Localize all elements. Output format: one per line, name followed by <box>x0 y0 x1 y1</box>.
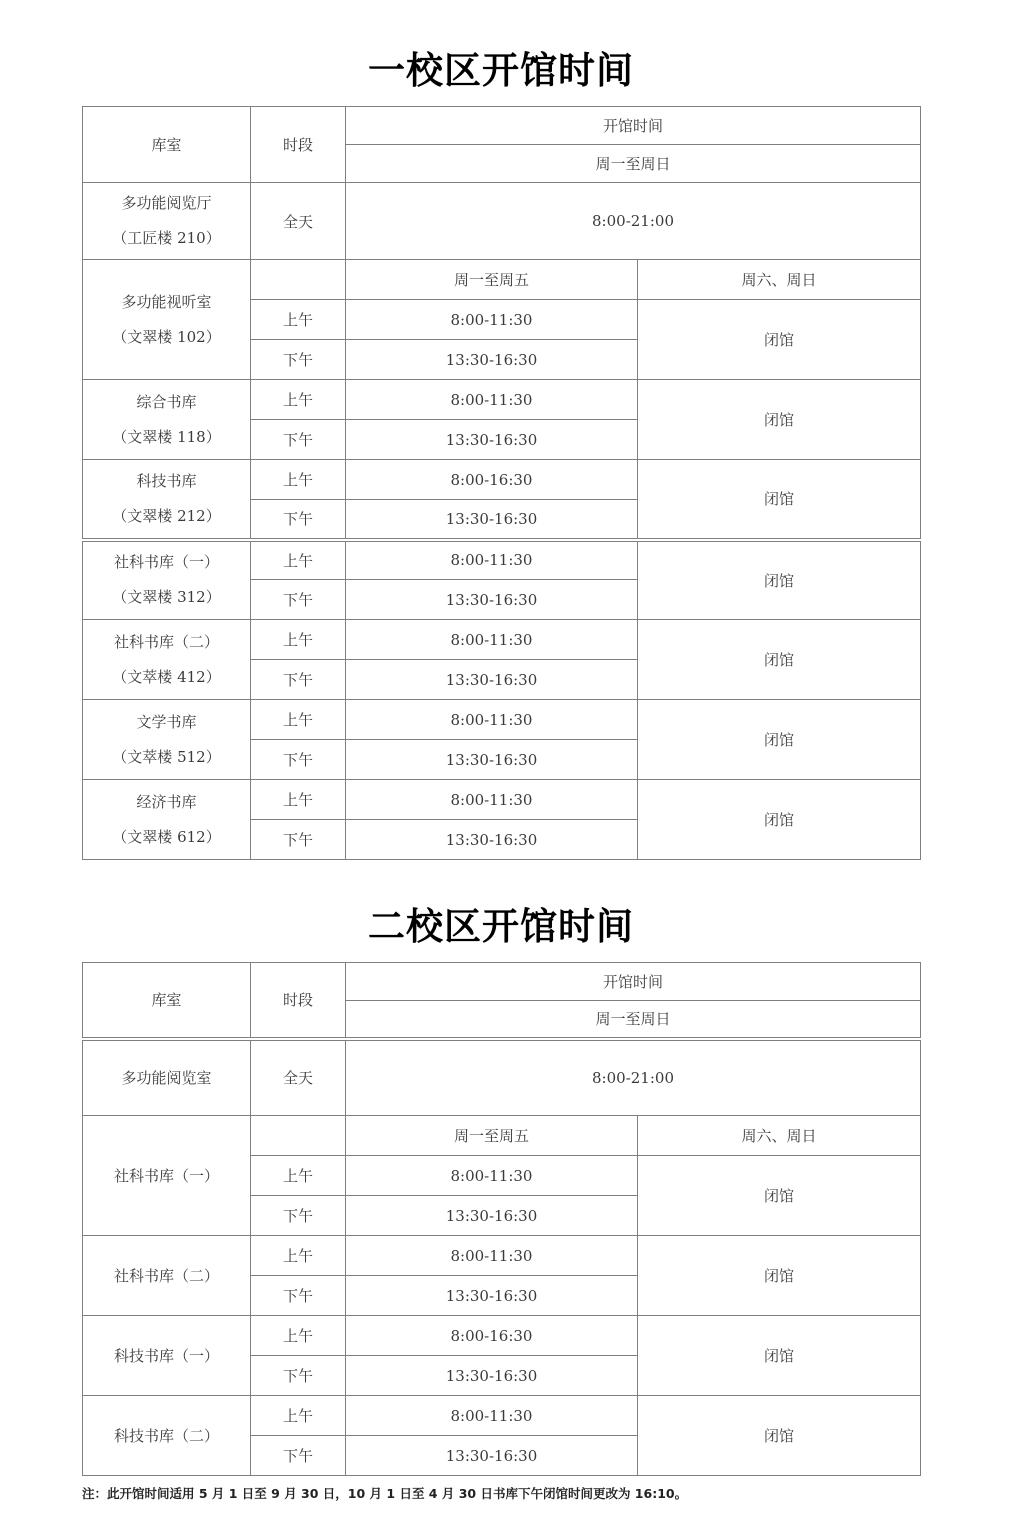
time-cell: 13:30-16:30 <box>346 1436 638 1476</box>
period-cell: 下午 <box>251 740 346 780</box>
weekend-status-cell: 闭馆 <box>638 700 921 780</box>
time-cell: 8:00-11:30 <box>346 300 638 340</box>
room-cell <box>83 460 251 540</box>
time-cell: 13:30-16:30 <box>346 340 638 380</box>
time-cell: 13:30-16:30 <box>346 820 638 860</box>
time-cell: 13:30-16:30 <box>346 1196 638 1236</box>
header-alldays-cell: 周一至周日 <box>346 1001 921 1039</box>
weekend-header-cell: 周六、周日 <box>638 260 921 300</box>
weekend-status-cell: 闭馆 <box>638 1396 921 1476</box>
room-location: （文翠楼 612） <box>112 827 221 846</box>
room-location: （文翠楼 102） <box>112 327 221 346</box>
header-period-cell: 时段 <box>251 963 346 1039</box>
time-cell: 8:00-11:30 <box>346 1156 638 1196</box>
time-cell: 8:00-21:00 <box>346 183 921 260</box>
weekend-status-cell: 闭馆 <box>638 1156 921 1236</box>
weekday-header-cell: 周一至周五 <box>346 1116 638 1156</box>
period-cell: 上午 <box>251 1396 346 1436</box>
room-name: 科技书库 <box>136 471 197 490</box>
time-cell: 8:00-11:30 <box>346 780 638 820</box>
weekend-status-cell: 闭馆 <box>638 780 921 860</box>
period-cell: 下午 <box>251 660 346 700</box>
period-cell: 上午 <box>251 780 346 820</box>
room-name: 多功能视听室 <box>121 292 212 311</box>
period-cell: 上午 <box>251 460 346 500</box>
room-cell: 多功能阅览室 <box>83 1039 251 1116</box>
time-cell: 8:00-11:30 <box>346 540 638 580</box>
period-cell: 上午 <box>251 1156 346 1196</box>
time-cell: 13:30-16:30 <box>346 500 638 540</box>
room-cell: 社科书库（一） <box>83 1116 251 1236</box>
period-cell: 下午 <box>251 340 346 380</box>
weekend-status-cell: 闭馆 <box>638 380 921 460</box>
weekend-status-cell: 闭馆 <box>638 620 921 700</box>
period-cell: 下午 <box>251 1436 346 1476</box>
footnote: 注：此开馆时间适用 5 月 1 日至 9 月 30 日，10 月 1 日至 4 月 30 日书库下午闭馆时间更改为 16:10。 <box>82 1486 688 1502</box>
room-location: （文翠楼 312） <box>112 588 221 607</box>
room-cell <box>83 620 251 700</box>
room-cell: 社科书库（二） <box>83 1236 251 1316</box>
room-location: （文萃楼 412） <box>112 667 221 686</box>
period-cell: 上午 <box>251 700 346 740</box>
campus2-title: 二校区开馆时间 <box>368 904 634 949</box>
period-cell: 全天 <box>251 183 346 260</box>
period-cell: 下午 <box>251 1196 346 1236</box>
period-cell: 上午 <box>251 1236 346 1276</box>
period-cell: 上午 <box>251 300 346 340</box>
period-cell: 下午 <box>251 500 346 540</box>
campus1-title: 一校区开馆时间 <box>368 48 634 92</box>
period-cell: 下午 <box>251 820 346 860</box>
weekend-status-cell: 闭馆 <box>638 460 921 540</box>
room-name: 社科书库（一） <box>113 553 219 572</box>
room-cell <box>83 700 251 780</box>
time-cell: 8:00-16:30 <box>346 1316 638 1356</box>
weekday-header-cell: 周一至周五 <box>346 260 638 300</box>
weekend-status-cell: 闭馆 <box>638 1236 921 1316</box>
room-location: （工匠楼 210） <box>112 229 221 248</box>
period-cell: 全天 <box>251 1039 346 1116</box>
header-room-cell: 库室 <box>83 963 251 1039</box>
room-name: 文学书库 <box>136 712 197 731</box>
time-cell: 8:00-11:30 <box>346 380 638 420</box>
time-cell: 13:30-16:30 <box>346 580 638 620</box>
weekend-header-cell: 周六、周日 <box>638 1116 921 1156</box>
room-location: （文翠楼 118） <box>112 427 221 446</box>
period-cell: 上午 <box>251 540 346 580</box>
room-location: （文翠楼 212） <box>112 506 221 525</box>
header-hours-cell: 开馆时间 <box>346 963 921 1001</box>
room-cell: 科技书库（二） <box>83 1396 251 1476</box>
time-cell: 8:00-11:30 <box>346 620 638 660</box>
room-name: 综合书库 <box>136 392 197 411</box>
period-cell: 下午 <box>251 580 346 620</box>
room-cell <box>83 183 251 260</box>
header-period-cell: 时段 <box>251 107 346 183</box>
room-location: （文萃楼 512） <box>112 747 221 766</box>
weekend-status-cell: 闭馆 <box>638 540 921 620</box>
room-name: 社科书库（二） <box>113 632 219 651</box>
time-cell: 8:00-11:30 <box>346 700 638 740</box>
period-cell: 上午 <box>251 620 346 660</box>
time-cell: 13:30-16:30 <box>346 740 638 780</box>
period-cell: 下午 <box>251 1356 346 1396</box>
time-cell: 13:30-16:30 <box>346 1356 638 1396</box>
period-cell-empty <box>251 1116 346 1156</box>
room-name: 经济书库 <box>136 792 197 811</box>
room-cell <box>83 540 251 620</box>
weekend-status-cell: 闭馆 <box>638 300 921 380</box>
time-cell: 13:30-16:30 <box>346 1276 638 1316</box>
header-hours-cell: 开馆时间 <box>346 107 921 145</box>
room-cell: 科技书库（一） <box>83 1316 251 1396</box>
room-cell <box>83 380 251 460</box>
time-cell: 8:00-11:30 <box>346 1236 638 1276</box>
room-name: 多功能阅览厅 <box>121 194 212 213</box>
time-cell: 8:00-21:00 <box>346 1039 921 1116</box>
period-cell: 下午 <box>251 1276 346 1316</box>
period-cell: 上午 <box>251 380 346 420</box>
period-cell: 上午 <box>251 1316 346 1356</box>
weekend-status-cell: 闭馆 <box>638 1316 921 1396</box>
time-cell: 8:00-16:30 <box>346 460 638 500</box>
period-cell-empty <box>251 260 346 300</box>
campus2-schedule-table <box>82 962 921 1476</box>
room-cell <box>83 780 251 860</box>
header-alldays-cell: 周一至周日 <box>346 145 921 183</box>
room-cell <box>83 260 251 380</box>
header-room-cell: 库室 <box>83 107 251 183</box>
time-cell: 13:30-16:30 <box>346 420 638 460</box>
time-cell: 8:00-11:30 <box>346 1396 638 1436</box>
period-cell: 下午 <box>251 420 346 460</box>
campus1-schedule-table <box>82 106 921 860</box>
time-cell: 13:30-16:30 <box>346 660 638 700</box>
